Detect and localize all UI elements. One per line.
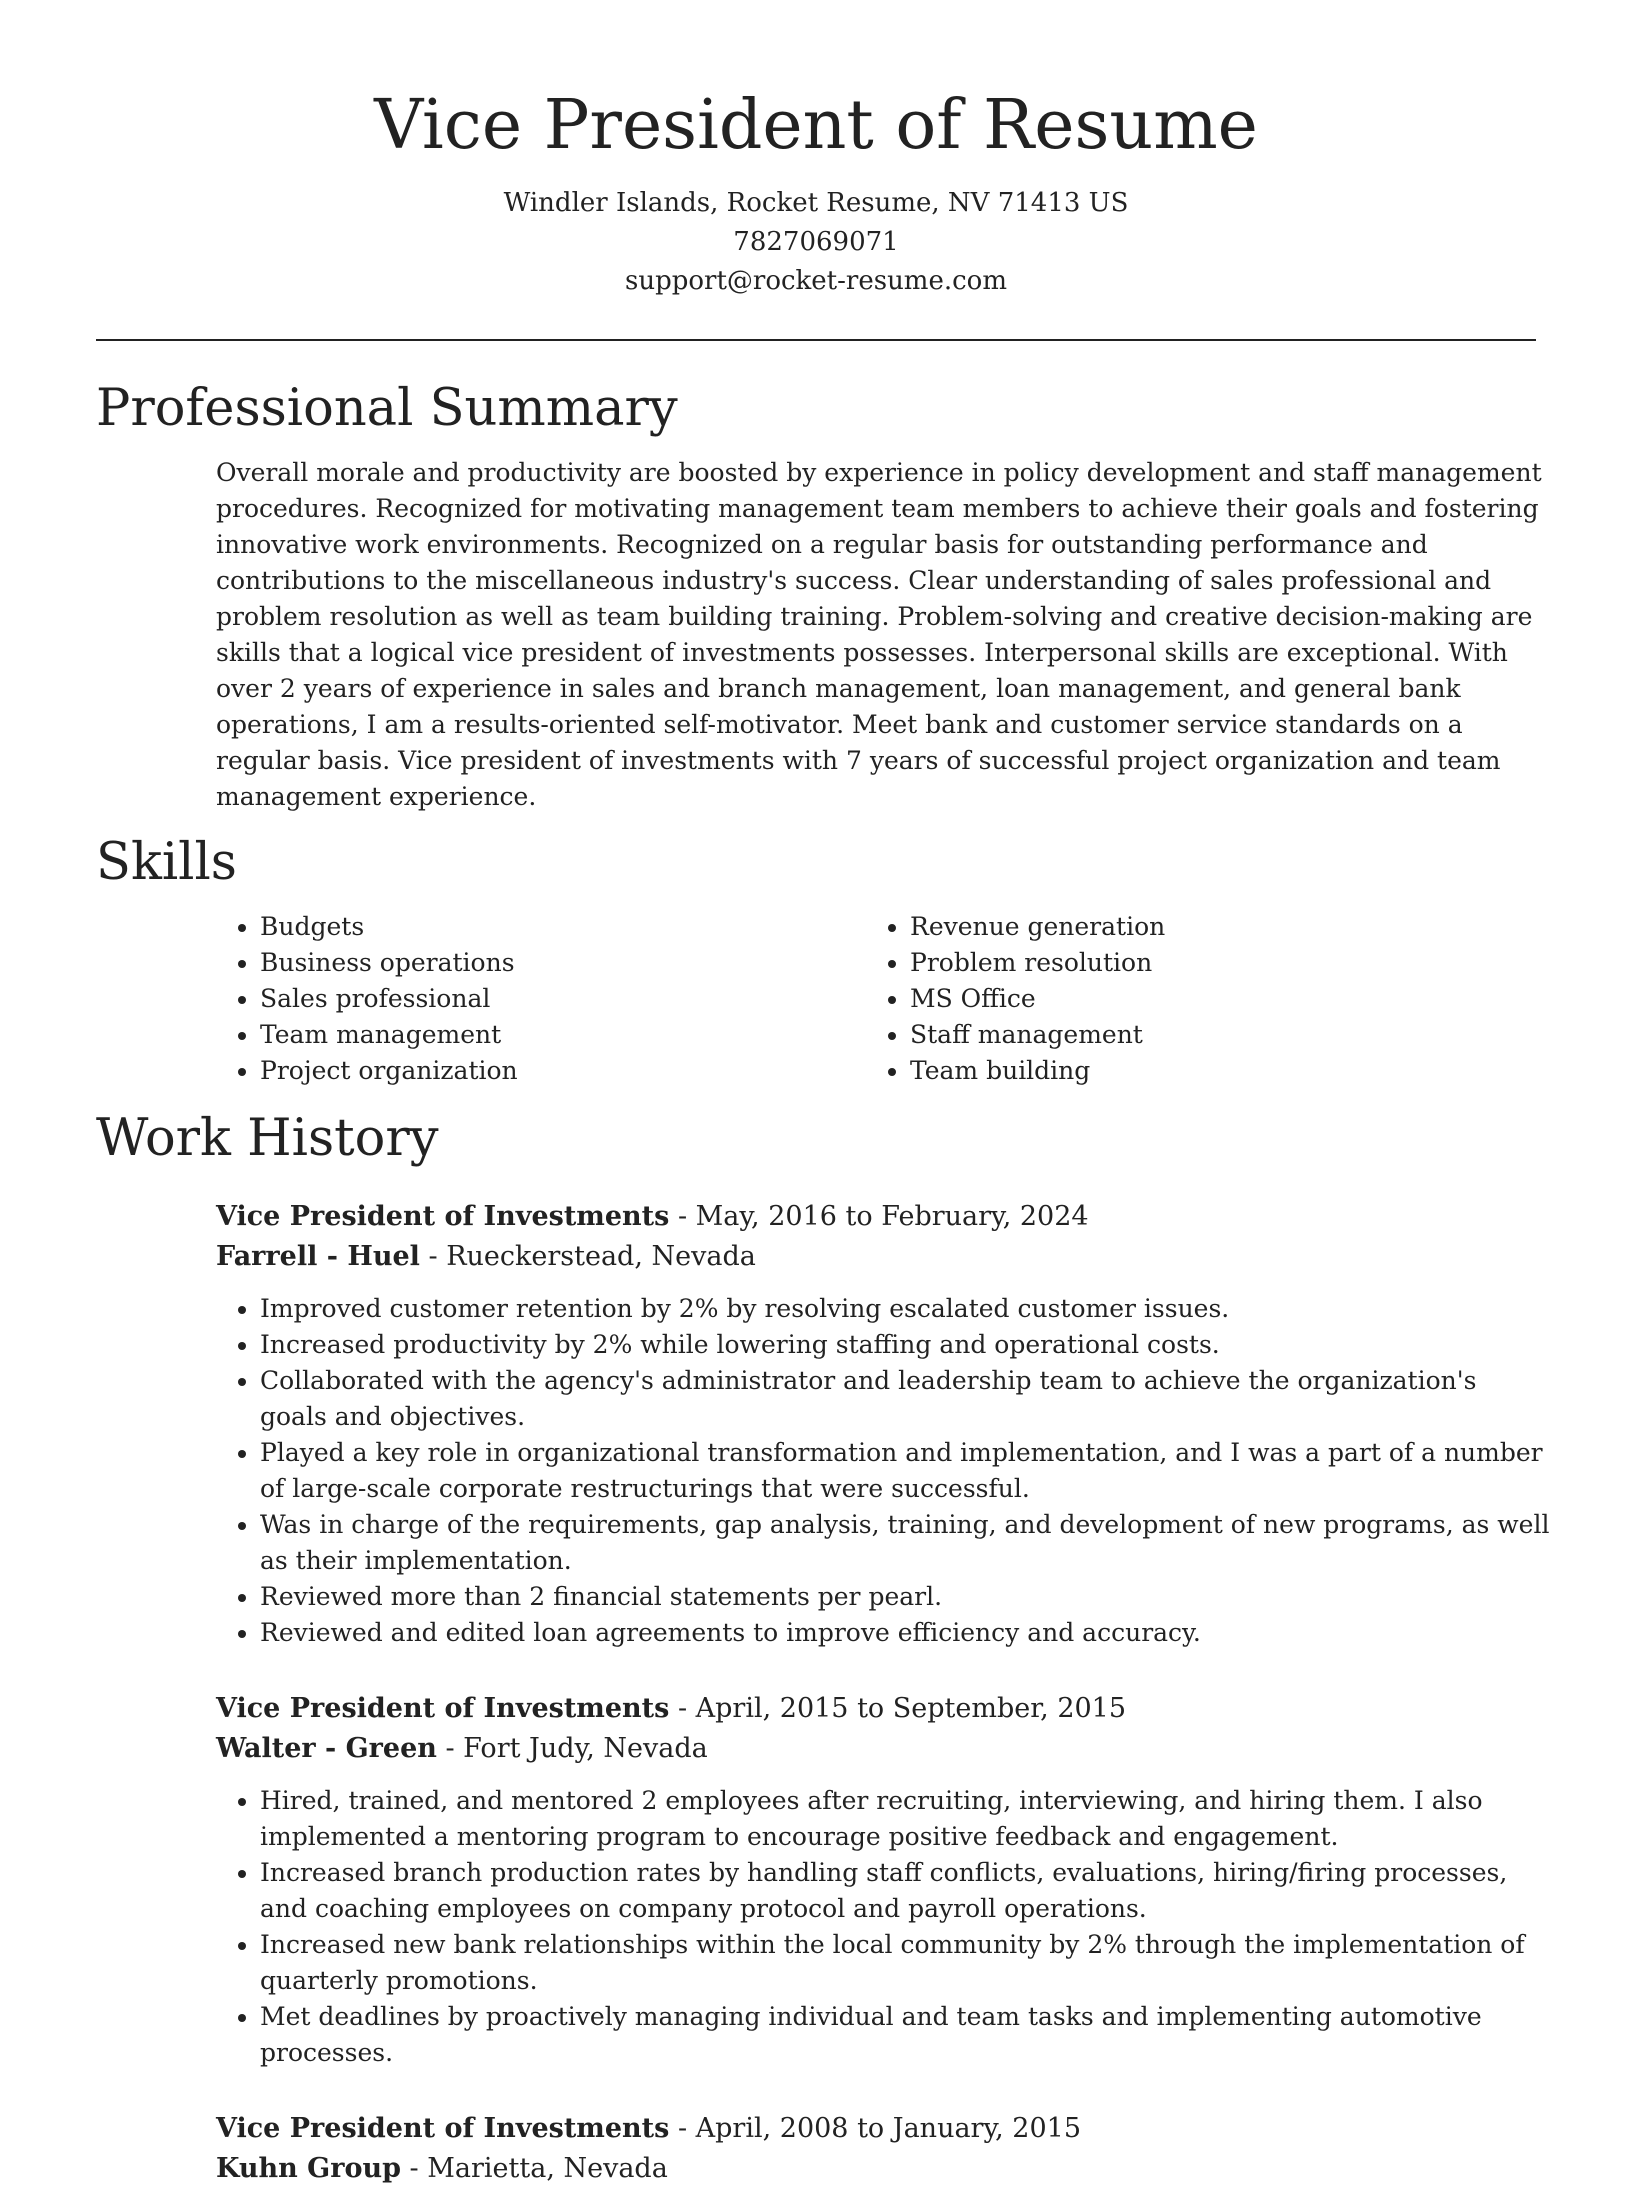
job-title-line [216, 2109, 1536, 2149]
job-company: Farrell - Huel [216, 1241, 420, 1272]
skills-section [96, 831, 1536, 1089]
resume-page [96, 0, 1550, 2189]
job-title-line [216, 1197, 1536, 1237]
job-bullet: • Increased new bank relationships within the local community by 2% through the implementation of quarterly promotions. [260, 1927, 1550, 1999]
header-divider [96, 339, 1536, 341]
job-bullet: • Hired, trained, and mentored 2 employees after recruiting, interviewing, and hiring them. I also implemented a mentoring program to encourage positive feedback and engagement. [260, 1783, 1550, 1855]
job-entry [216, 1197, 1550, 1651]
job-entry [216, 1689, 1536, 2071]
job-location: - Marietta, Nevada [400, 2153, 668, 2184]
contact-address: Windler Islands, Rocket Resume, NV 71413 US [503, 188, 1129, 218]
work-history-section [96, 1107, 1550, 2189]
resume-header [96, 0, 1536, 301]
job-bullet: • Met deadlines by proactively managing individual and team tasks and implementing automotive processes. [260, 1999, 1550, 2071]
skill-item: • Business operations [260, 945, 866, 981]
job-bullet: • Reviewed and edited loan agreements to improve efficiency and accuracy. [260, 1615, 1550, 1651]
job-role: Vice President of Investments [216, 1693, 670, 1724]
job-bullet: • Increased branch production rates by handling staff conflicts, evaluations, hiring/firing processes, and coaching employees on company protocol and payroll operations. [260, 1855, 1550, 1927]
skill-item: • Problem resolution [910, 945, 1516, 981]
job-bullet: • Was in charge of the requirements, gap analysis, training, and development of new programs, as well as their implementation. [260, 1507, 1550, 1579]
skills-right-column [866, 909, 1516, 1089]
job-entry [216, 2109, 1536, 2189]
contact-email: support@rocket-resume.com [624, 266, 1007, 296]
skills-left-column [216, 909, 866, 1089]
skill-item: • Team building [910, 1053, 1516, 1089]
job-role: Vice President of Investments [216, 1201, 670, 1232]
summary-title: Professional Summary [96, 379, 678, 438]
job-dates: - April, 2015 to September, 2015 [669, 1693, 1127, 1724]
job-bullets [216, 1783, 1550, 2071]
job-bullet: • Reviewed more than 2 financial statements per pearl. [260, 1579, 1550, 1615]
skills-grid [216, 909, 1536, 1089]
job-title-line [216, 1689, 1536, 1729]
job-company: Walter - Green [216, 1733, 437, 1764]
job-bullet: • Improved customer retention by 2% by resolving escalated customer issues. [260, 1291, 1550, 1327]
work-history-title: Work History [96, 1109, 439, 1168]
job-location: - Fort Judy, Nevada [436, 1733, 708, 1764]
job-bullet: • Increased productivity by 2% while lowering staffing and operational costs. [260, 1327, 1550, 1363]
job-company-line [216, 1237, 1536, 1277]
skill-item: • Team management [260, 1017, 866, 1053]
contact-block [96, 184, 1536, 301]
skill-item: • MS Office [910, 981, 1516, 1017]
resume-name: Vice President of Resume [374, 86, 1258, 165]
skill-item: • Sales professional [260, 981, 866, 1017]
job-dates: - April, 2008 to January, 2015 [669, 2113, 1082, 2144]
job-bullet: • Played a key role in organizational transformation and implementation, and I was a part of a number of large-scale corporate restructurings that were successful. [260, 1435, 1550, 1507]
summary-section [96, 377, 1542, 815]
skill-item: • Project organization [260, 1053, 866, 1089]
job-bullet: • Collaborated with the agency's administrator and leadership team to achieve the organization's goals and objectives. [260, 1363, 1550, 1435]
skills-title: Skills [96, 833, 237, 892]
contact-phone: 7827069071 [733, 227, 899, 257]
skill-item: • Revenue generation [910, 909, 1516, 945]
skill-item: • Staff management [910, 1017, 1516, 1053]
job-company-line [216, 1729, 1536, 1769]
job-location: - Rueckerstead, Nevada [419, 1241, 756, 1272]
job-company-line [216, 2149, 1536, 2189]
job-dates: - May, 2016 to February, 2024 [669, 1201, 1089, 1232]
skill-item: • Budgets [260, 909, 866, 945]
job-bullets [216, 1291, 1550, 1651]
summary-text: Overall morale and productivity are boosted by experience in policy development and staff management procedures. Recognized for motivating management team members to achieve their goals and fostering innovative work environments. Recognized on a regular basis for outstanding performance and contributions to the miscellaneous industry's success. Clear understanding of sales professional and problem resolution as well as team building training. Problem-solving and creative decision-making are skills that a logical vice president of investments possesses. Interpersonal skills are exceptional. With over 2 years of experience in sales and branch management, loan management, and general bank operations, I am a results-oriented self-motivator. Meet bank and customer service standards on a regular basis. Vice president of investments with 7 years of successful project organization and team management experience. [216, 458, 1542, 811]
job-company: Kuhn Group [216, 2153, 401, 2184]
job-role: Vice President of Investments [216, 2113, 670, 2144]
